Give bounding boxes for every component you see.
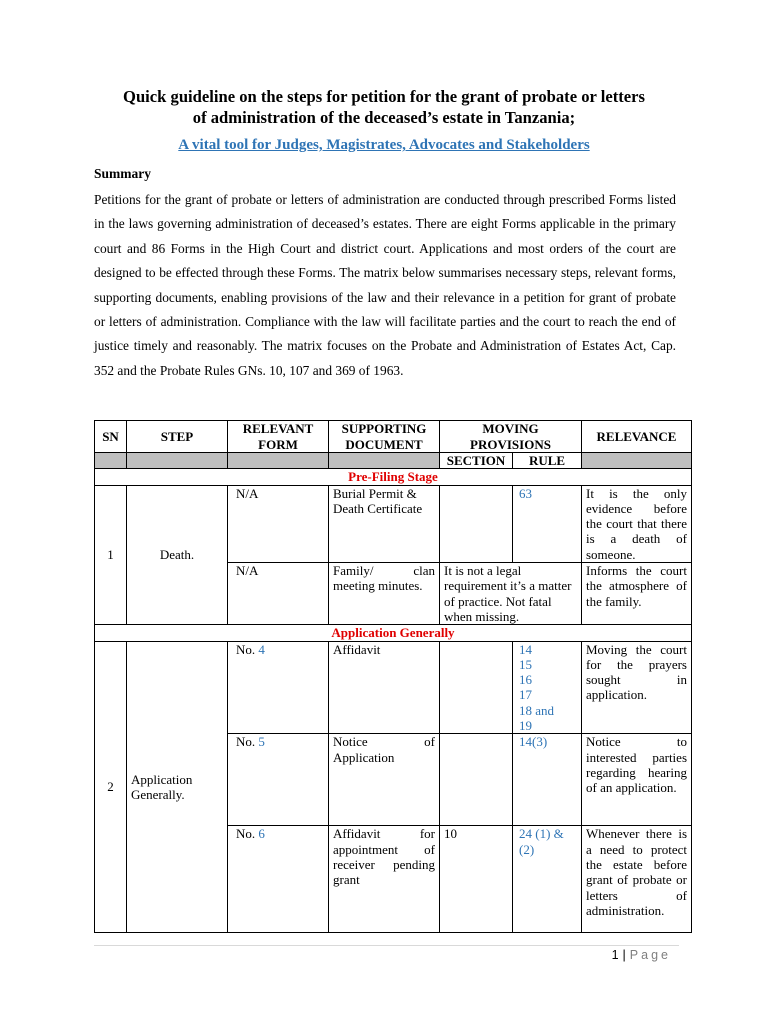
supporting-document: Affidavit for appointment of receiver pending grant [329,826,440,933]
rule-line: 17 [519,687,532,703]
table-row [95,485,692,562]
header-moving-provisions: MOVING PROVISIONS [440,421,582,453]
form-number-link[interactable]: 4 [258,641,265,657]
title-line-1: Quick guideline on the steps for petition for the grant of probate or letters [123,87,645,106]
form-number-link[interactable]: 5 [258,734,265,750]
section-cell: 10 [440,826,513,933]
stage-pre-filing: Pre-Filing Stage [95,469,692,485]
probate-matrix-table [94,420,692,933]
row-sn: 2 [95,641,127,933]
grey-cell [95,453,127,469]
grey-cell [127,453,228,469]
section-cell [440,641,513,734]
stage-application-generally: Application Generally [95,625,692,641]
footer-separator: | [622,948,626,962]
header-relevant-form: RELEVANT FORM [228,421,329,453]
document-title [80,86,688,128]
rule-line: 18 and [519,702,555,718]
row-step: Death. [127,485,228,625]
page-label: Page [629,948,671,962]
form-prefix: No. [236,734,259,750]
rule-line: 16 [519,672,532,688]
relevance-cell: It is the only evidence before the court that there is a death of someone. [582,485,692,562]
supporting-document: Affidavit [329,641,440,734]
relevant-form [228,641,329,734]
form-prefix: No. [236,826,259,842]
form-prefix: No. [236,641,259,657]
section-cell [440,485,513,562]
grey-cell [329,453,440,469]
header-relevance: RELEVANCE [582,421,692,453]
header-step: STEP [127,421,228,453]
page-number: 1 [611,948,619,962]
grey-cell [582,453,692,469]
section-cell: It is not a legal requirement it’s a matter of practice. Not fatal when missing. [440,563,582,625]
rule-cell: 63 [513,485,582,562]
relevant-form [228,826,329,933]
document-subtitle: A vital tool for Judges, Magistrates, Advocates and Stakeholders [178,137,590,153]
row-sn: 1 [95,485,127,625]
rule-cell: 14(3) [513,734,582,826]
relevance-cell: Whenever there is a need to protect the estate before grant of probate or letters of administration. [582,826,692,933]
rule-line: 19 [519,718,532,734]
section-cell [440,734,513,826]
summary-paragraph: Petitions for the grant of probate or letters of administration are conducted through prescribed Forms listed in the laws governing administration of deceased’s estates. There are eight Forms applicable in the primary court and 86 Forms in the High Court and district court. Applications and most orders of the court are designed to be effected through these Forms. The matrix below summarises necessary steps, relevant forms, supporting documents, enabling provisions of the law and their relevance in a petition for grant of probate or letters of administration. Compliance with the law will facilitate parties and the court to reach the end of justice timely and reasonably. The matrix focuses on the Probate and Administration of Estates Act, Cap. 352 and the Probate Rules GNs. 10, 107 and 369 of 1963. [94,192,676,378]
rule-cell: 24 (1) & (2) [513,826,582,933]
supporting-document: Burial Permit & Death Certificate [329,485,440,562]
relevant-form: N/A [228,485,329,562]
table-row [95,641,692,734]
header-sn: SN [95,421,127,453]
rule-line: 14 [519,641,532,657]
supporting-document: Family/ clan meeting minutes. [329,563,440,625]
rule-cell [513,641,582,734]
footer-divider [94,945,679,946]
relevance-cell: Notice to interested parties regarding hearing of an application. [582,734,692,826]
page-footer [612,948,671,962]
relevant-form: N/A [228,563,329,625]
header-section: SECTION [440,453,513,469]
header-supporting-document: SUPPORTING DOCUMENT [329,421,440,453]
title-line-2: of administration of the deceased’s estate in Tanzania; [192,108,576,127]
header-rule: RULE [513,453,582,469]
form-number-link[interactable]: 6 [258,826,265,842]
summary-heading: Summary [94,166,151,181]
relevant-form [228,734,329,826]
supporting-document: Notice of Application [329,734,440,826]
rule-line: 15 [519,656,532,672]
row-step: Application Generally. [127,641,228,933]
relevance-cell: Moving the court for the prayers sought in application. [582,641,692,734]
relevance-cell: Informs the court the atmosphere of the family. [582,563,692,625]
grey-cell [228,453,329,469]
